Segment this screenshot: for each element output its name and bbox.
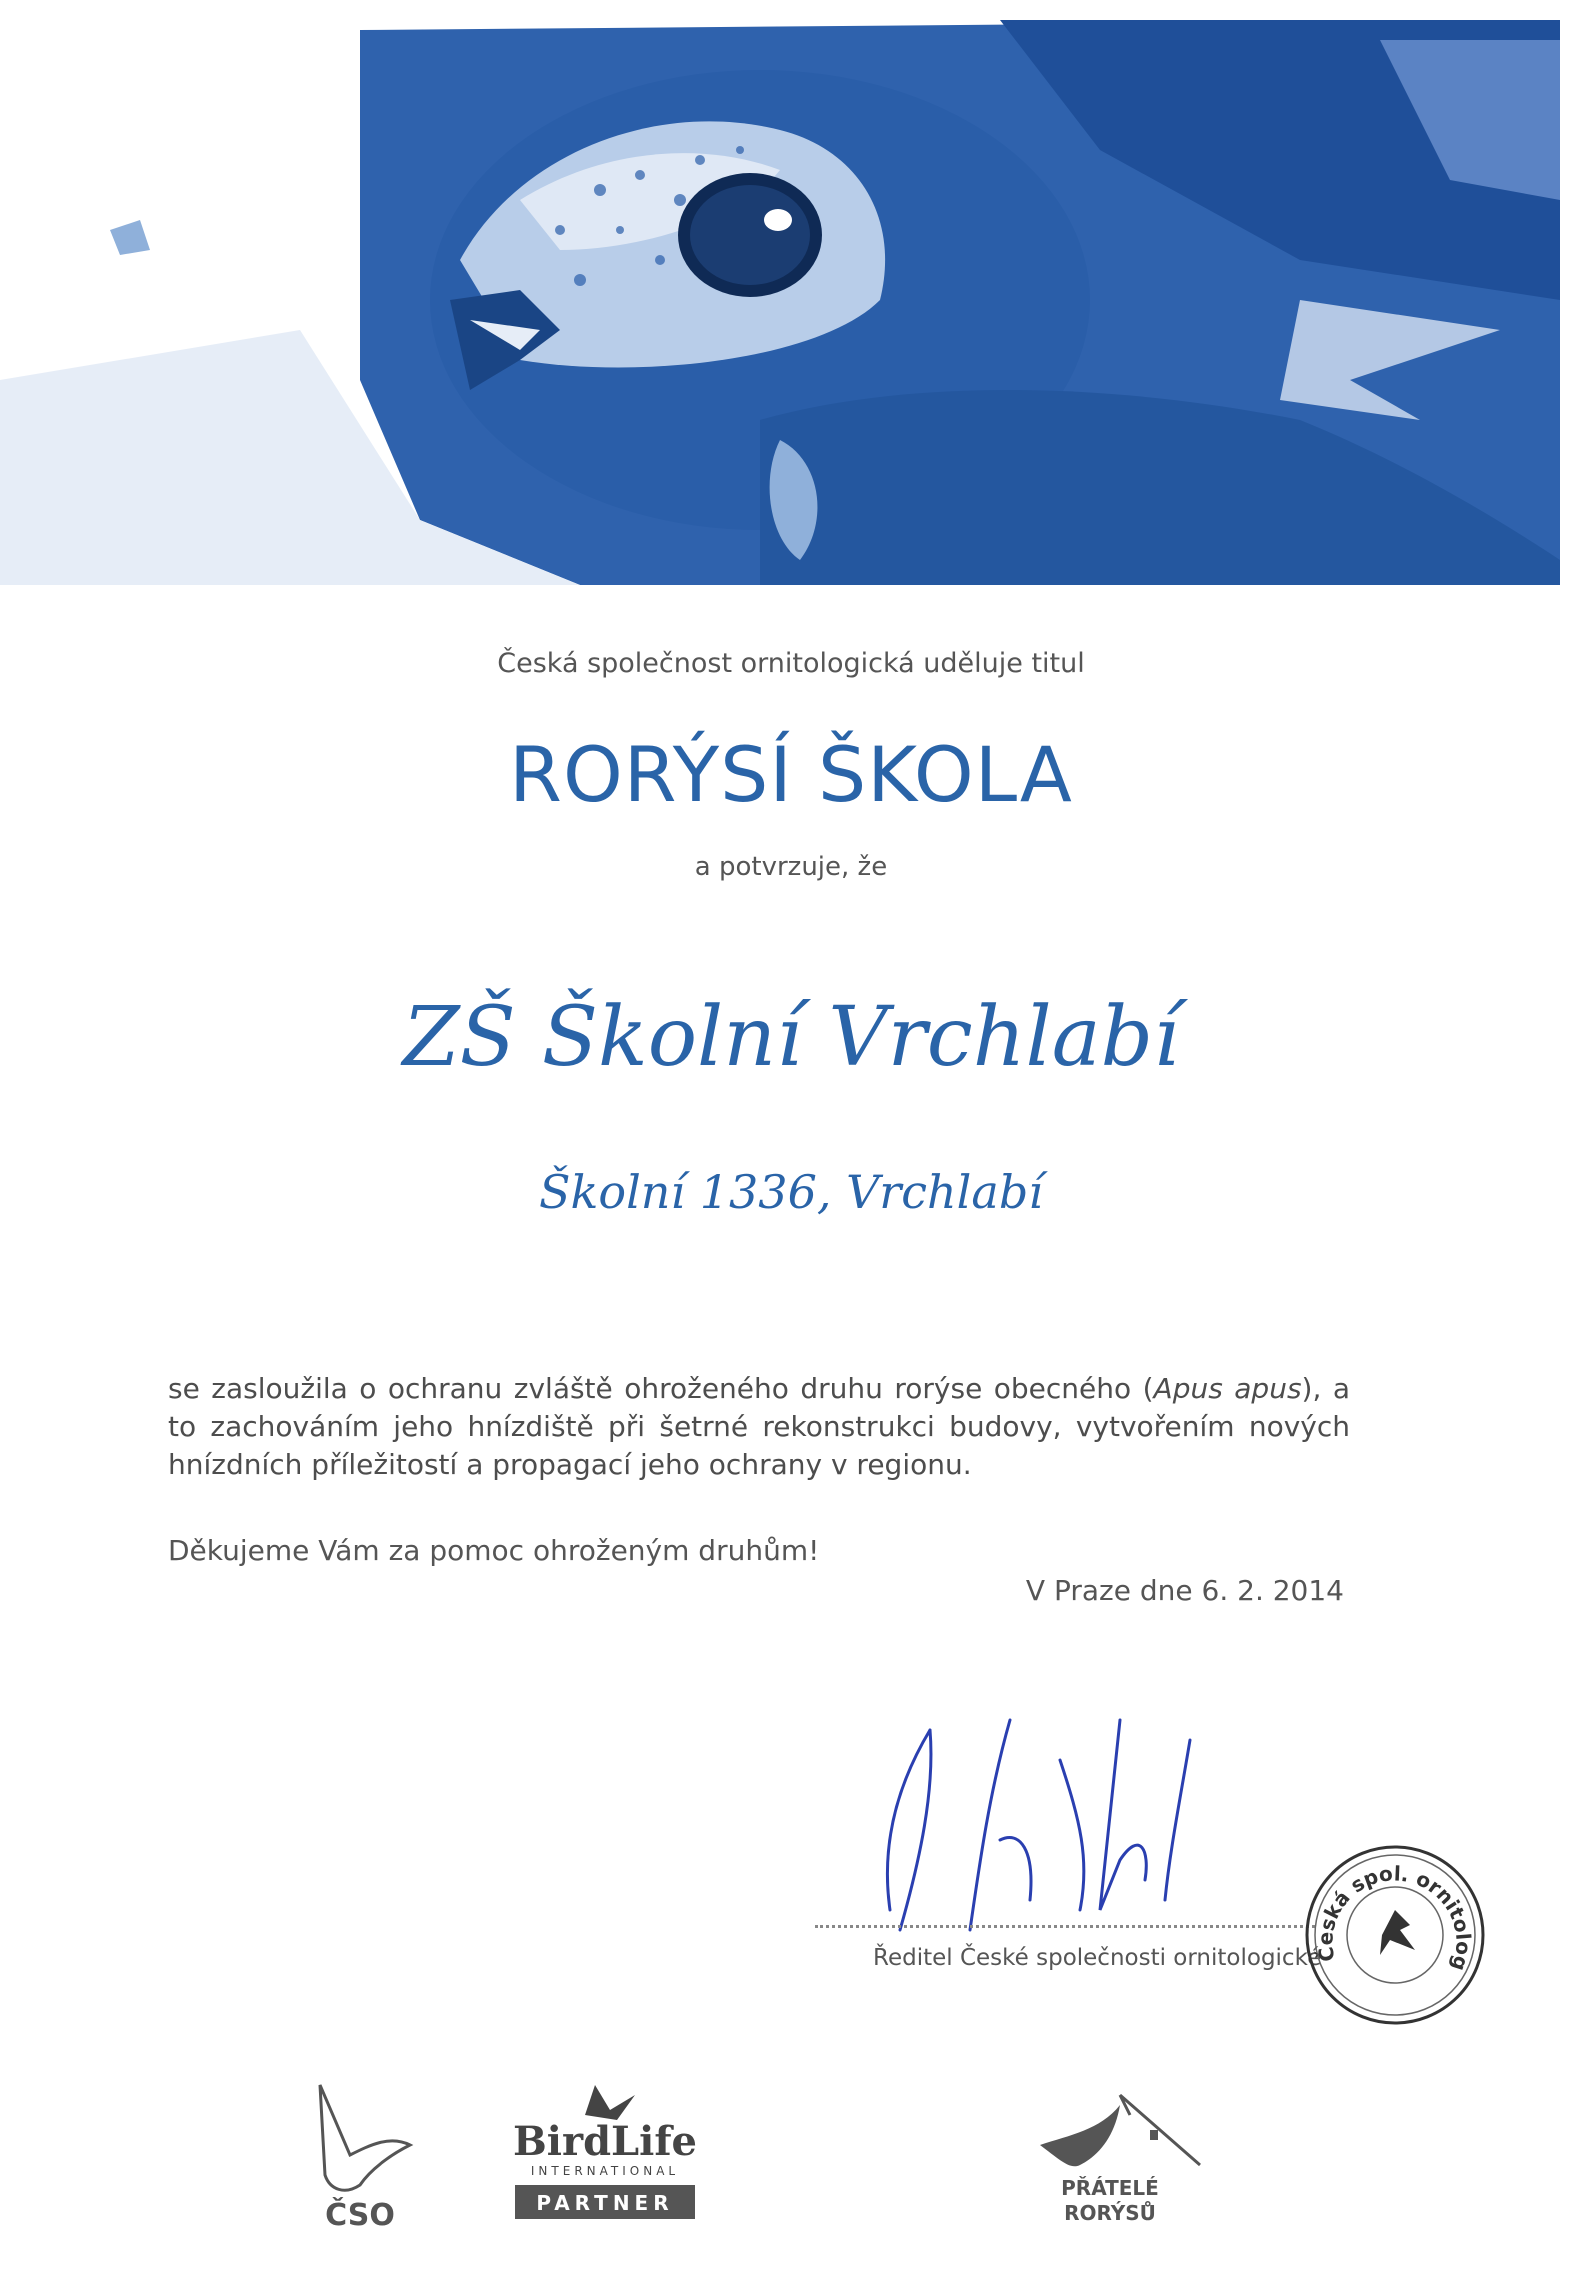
citation-text-1: se zasloužila o ochranu zvláště ohroženého druhu rorýse obecného (	[168, 1372, 1154, 1405]
cso-label: ČSO	[325, 2198, 395, 2233]
thanks-text: Děkujeme Vám za pomoc ohroženým druhům!	[168, 1534, 820, 1567]
official-stamp	[1300, 1840, 1490, 2030]
pratele-line2: RORÝSŮ	[1064, 2201, 1156, 2225]
intro-text: Česká společnost ornitologická uděluje titul	[497, 648, 1085, 679]
director-signature	[860, 1700, 1280, 1950]
confirm-text: a potvrzuje, že	[694, 852, 888, 882]
species-latin-name: Apus apus	[1153, 1372, 1302, 1405]
svg-text:Česká spol. ornitologická	[1300, 1840, 1476, 1974]
school-name: ZŠ Školní Vrchlabí	[402, 990, 1180, 1085]
birdlife-badge: PARTNER	[536, 2191, 674, 2215]
citation-paragraph	[168, 1370, 1350, 1484]
date-place: V Praze dne 6. 2. 2014	[1025, 1574, 1344, 1607]
school-address: Školní 1336, Vrchlabí	[539, 1165, 1043, 1219]
swift-banner-image	[0, 0, 1582, 592]
signatory-title: Ředitel České společnosti ornitologické	[873, 1945, 1322, 1971]
pratele-line1: PŘÁTELÉ	[1061, 2176, 1159, 2200]
pratele-rorysu-logo	[1010, 2075, 1210, 2235]
stamp-text: Česká spol. ornitolog	[1313, 1861, 1476, 1974]
certificate-title: RORÝSÍ ŠKOLA	[509, 730, 1073, 819]
birdlife-sub: INTERNATIONAL	[530, 2164, 680, 2178]
signature-line	[815, 1925, 1315, 1928]
birdlife-logo	[505, 2075, 705, 2235]
birdlife-name: BirdLife	[512, 2118, 698, 2165]
cso-logo	[300, 2075, 420, 2235]
citation-text-2: ), a to zachováním jeho hnízdiště při šetrné rekonstrukci budovy, vytvořením nových hnízdních příležitostí a propagací jeho ochrany v regionu.	[168, 1372, 1350, 1481]
